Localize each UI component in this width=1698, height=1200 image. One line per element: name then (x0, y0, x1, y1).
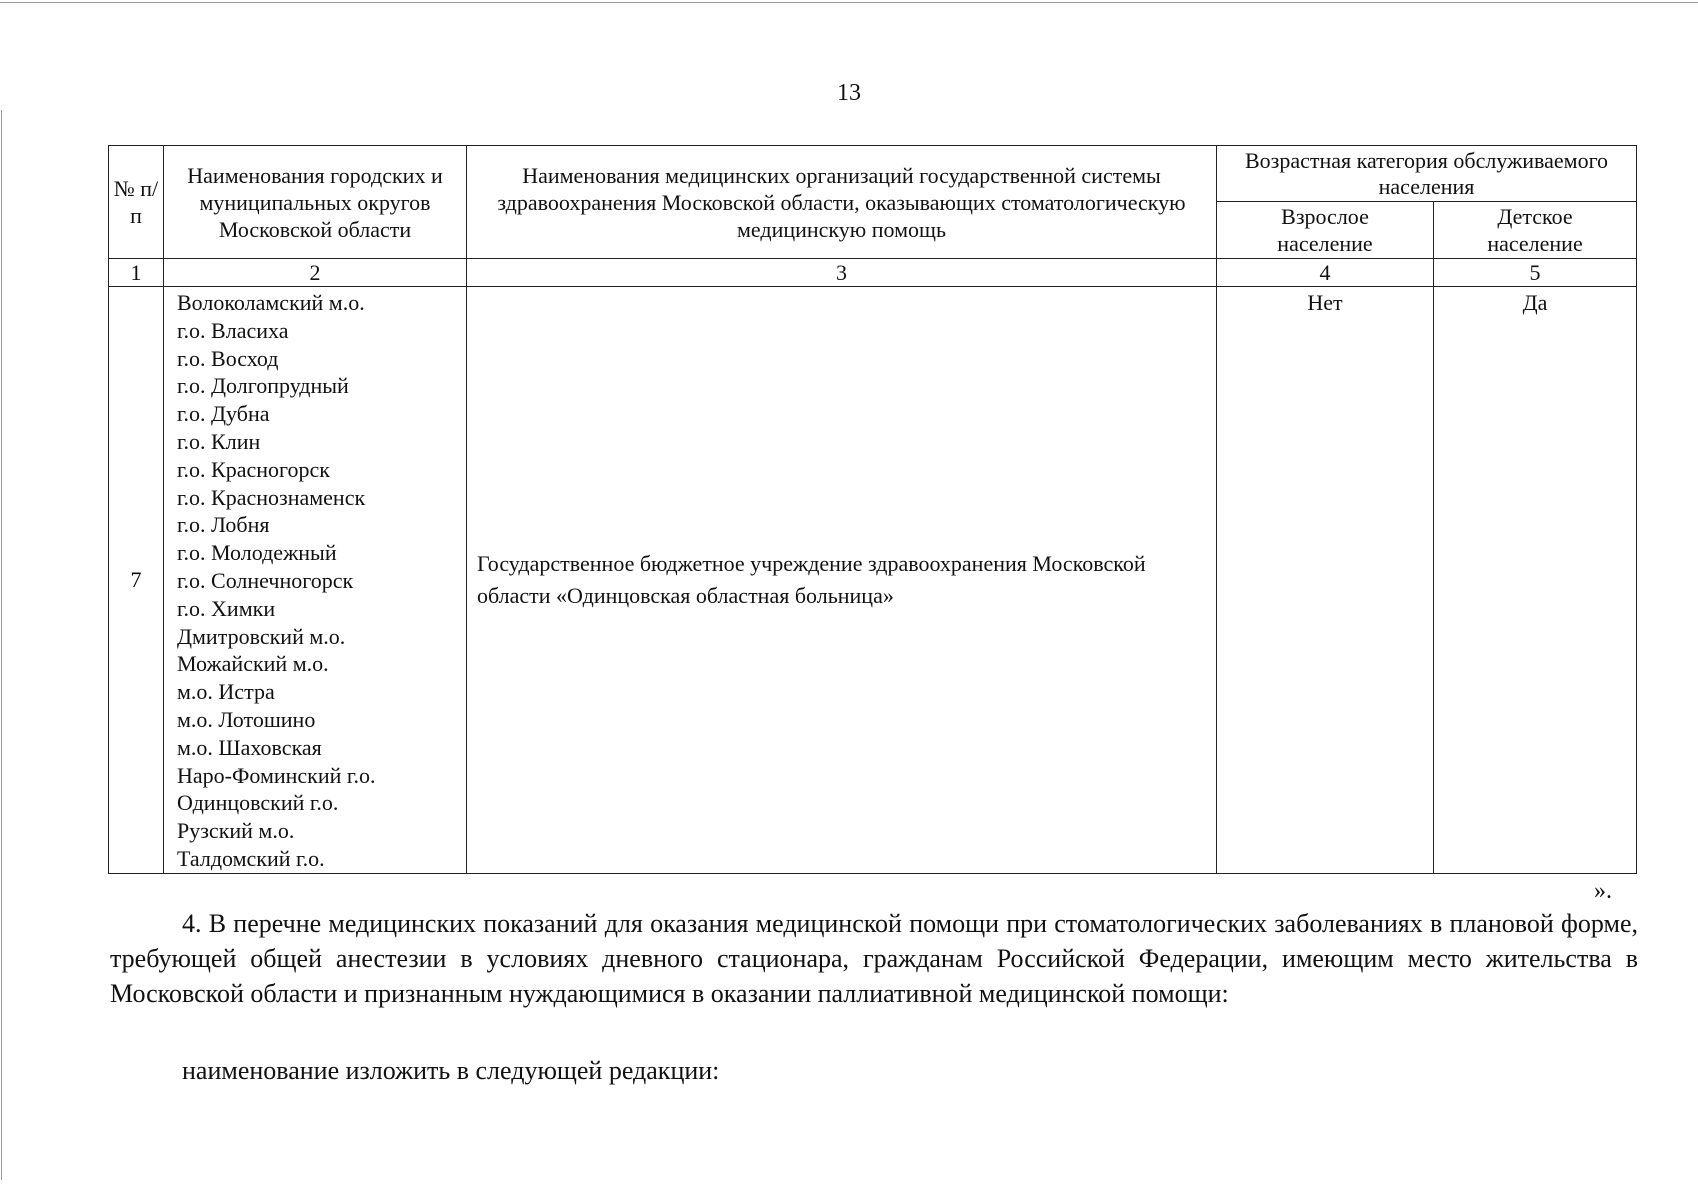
district-item: г.о. Солнечногорск (177, 567, 354, 593)
organizations-table (108, 145, 1637, 874)
closing-quote: ». (1594, 878, 1612, 904)
index-cell: 5 (1434, 259, 1637, 287)
header-number: № п/п (109, 146, 164, 259)
district-item: Талдомский г.о. (177, 845, 325, 871)
district-item: г.о. Химки (177, 595, 276, 621)
district-item: г.о. Лобня (177, 512, 270, 538)
district-item: м.о. Шаховская (177, 734, 322, 760)
district-item: г.о. Восход (177, 345, 279, 371)
district-item: г.о. Молодежный (177, 540, 337, 566)
district-item: Одинцовский г.о. (177, 790, 339, 816)
index-cell: 4 (1217, 259, 1434, 287)
index-cell: 3 (467, 259, 1217, 287)
district-item: Можайский м.о. (177, 651, 329, 677)
index-cell: 1 (109, 259, 164, 287)
district-item: г.о. Долгопрудный (177, 373, 349, 399)
header-age-group: Возрастная категория обслуживаемого населения (1217, 146, 1637, 202)
district-list (164, 287, 467, 874)
table-row (109, 287, 1637, 874)
district-item: Дмитровский м.о. (177, 623, 346, 649)
child-value: Да (1434, 287, 1637, 874)
table-index-row (109, 259, 1637, 287)
table-header-row (109, 146, 1637, 202)
district-item: Наро-Фоминский г.о. (177, 762, 376, 788)
district-item: м.о. Истра (177, 679, 275, 705)
scan-left-edge (1, 110, 2, 1180)
organization-name: Государственное бюджетное учреждение здравоохранения Московской области «Одинцовская областная больница» (467, 287, 1217, 874)
header-organizations: Наименования медицинских организаций государственной системы здравоохранения Московской области, оказывающих стоматологическую медицинскую помощь (467, 146, 1217, 259)
paragraph-instruction: наименование изложить в следующей редакции: (182, 1056, 720, 1085)
header-child: Детское население (1434, 202, 1637, 259)
header-adult: Взрослое население (1217, 202, 1434, 259)
district-item: Волоколамский м.о. (177, 290, 365, 315)
district-item: г.о. Власиха (177, 317, 289, 343)
district-item: г.о. Клин (177, 428, 261, 454)
header-districts: Наименования городских и муниципальных округов Московской области (164, 146, 467, 259)
scan-top-edge (0, 2, 1698, 3)
page-number: 13 (837, 80, 861, 106)
adult-value: Нет (1217, 287, 1434, 874)
paragraph-item-4: 4. В перечне медицинских показаний для оказания медицинской помощи при стоматологических заболеваниях в плановой форме, требующей общей анестезии в условиях дневного стационара, гражданам Российской Федерации, имеющим место жительства в Московской области и признанным нуждающимися в оказании паллиативной медицинской помощи: (110, 909, 1638, 1008)
row-number: 7 (109, 287, 164, 874)
district-item: г.о. Дубна (177, 401, 270, 427)
district-item: м.о. Лотошино (177, 706, 316, 732)
district-item: Рузский м.о. (177, 818, 295, 844)
district-item: г.о. Краснознаменск (177, 484, 366, 510)
index-cell: 2 (164, 259, 467, 287)
district-item: г.о. Красногорск (177, 456, 330, 482)
